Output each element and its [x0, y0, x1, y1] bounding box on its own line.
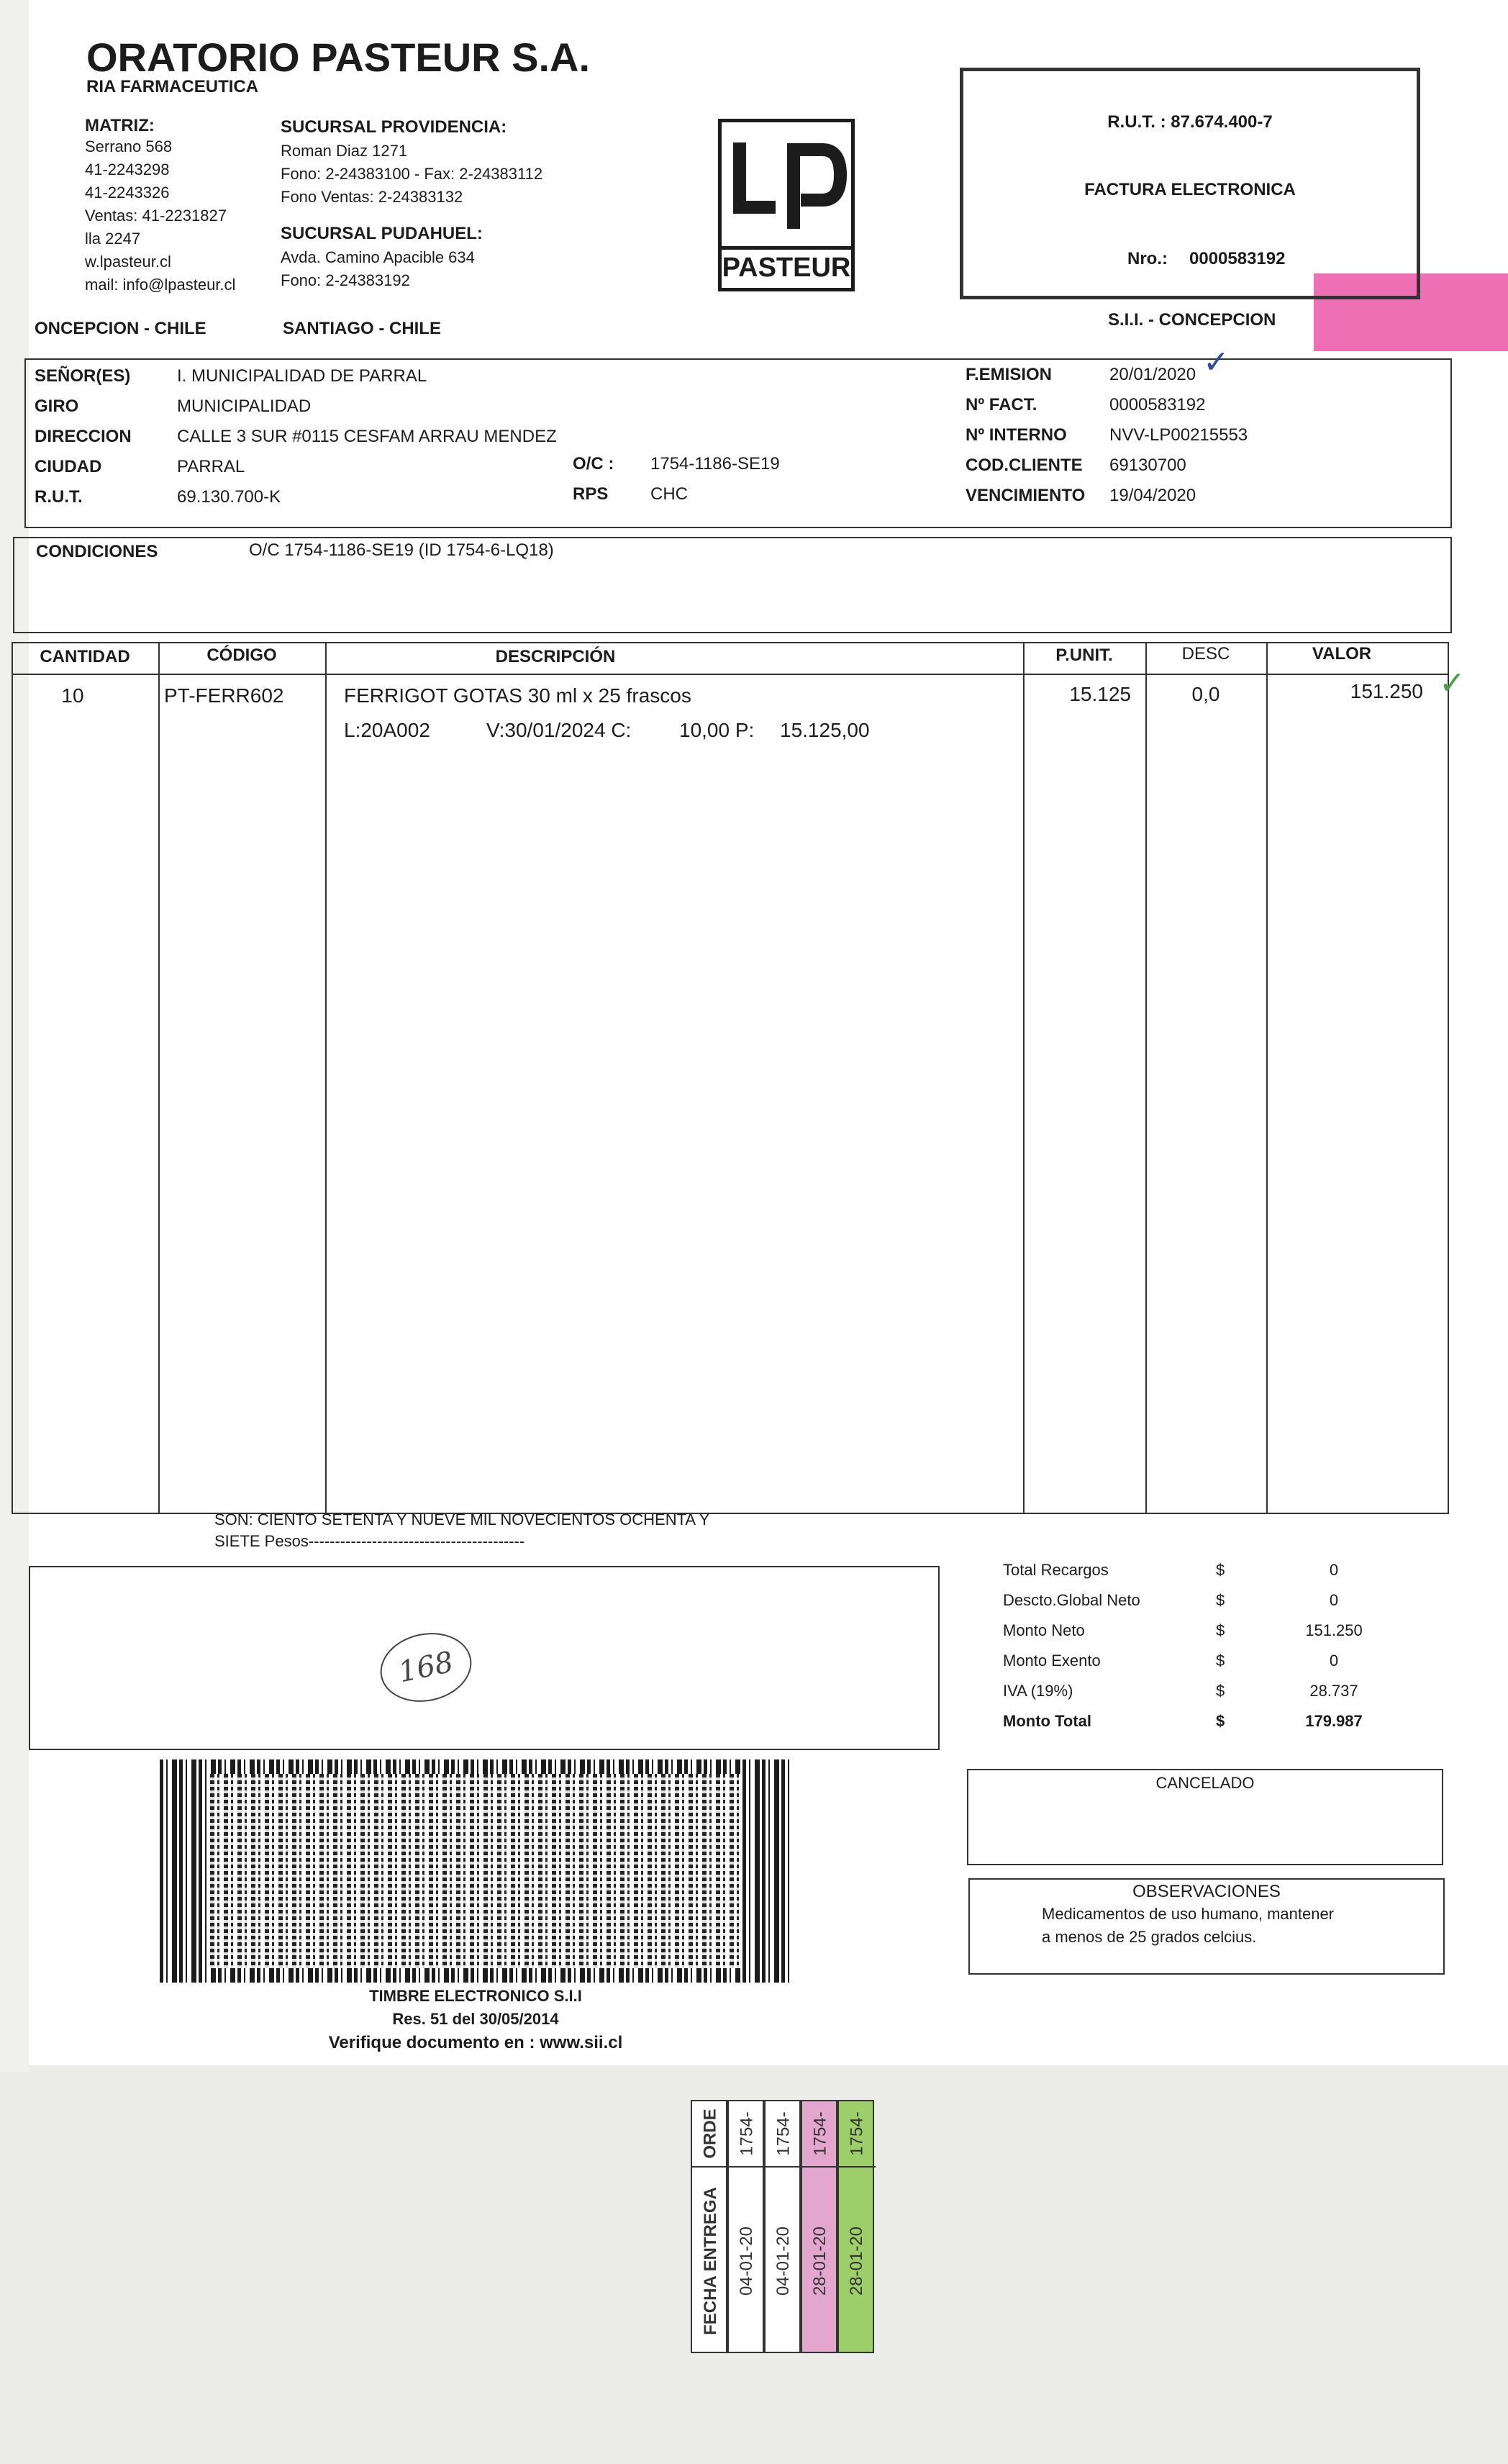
stamp-row [764, 2100, 801, 2353]
stamp-header-column [691, 2100, 727, 2353]
totals-value: 179.987 [1305, 1712, 1363, 1730]
timbre-line-3: Verifique documento en : www.sii.cl [328, 2033, 623, 2052]
totals-currency: $ [1216, 1712, 1225, 1730]
client-rut-label: R.U.T. [35, 487, 83, 507]
totals-label: Descto.Global Neto [1003, 1591, 1140, 1609]
items-table [12, 642, 1449, 1514]
son-line-2: SIETE Pesos----------------------------------------- [214, 1532, 525, 1550]
oc-value: 1754-1186-SE19 [650, 454, 780, 474]
sii-office: S.I.I. - CONCEPCION [1108, 310, 1276, 330]
stamp-header-orden: ORDE [700, 2109, 720, 2159]
invoice-number-label: Nro.: [1127, 249, 1168, 268]
company-rut: R.U.T. : 87.674.400-7 [1107, 112, 1273, 132]
totals-value: 0 [1329, 1561, 1339, 1579]
matriz-title: MATRIZ: [85, 116, 155, 135]
row-lot: L:20A002 [344, 719, 430, 741]
totals-value: 0 [1329, 1591, 1339, 1609]
timbre-line-1: TIMBRE ELECTRONICO S.I.I [369, 1987, 582, 2005]
pudahuel-line: Fono: 2-24383192 [281, 271, 410, 289]
providencia-line: Fono Ventas: 2-24383132 [281, 188, 463, 206]
conditions-label: CONDICIONES [36, 542, 158, 561]
green-checkmark-icon: ✓ [1439, 666, 1466, 701]
direccion-value: CALLE 3 SUR #0115 CESFAM ARRAU MENDEZ [177, 427, 557, 446]
ciudad-label: CIUDAD [35, 457, 102, 476]
lp-logo-icon [722, 128, 851, 243]
company-name: ORATORIO PASTEUR S.A. [86, 35, 591, 80]
header-descripcion: DESCRIPCIÓN [495, 647, 616, 666]
totals-label: Monto Total [1003, 1712, 1091, 1730]
nfact-label: Nº FACT. [966, 395, 1037, 415]
codcliente-value: 69130700 [1109, 456, 1186, 475]
row-venc: V:30/01/2024 C: [486, 719, 632, 741]
client-rut-value: 69.130.700-K [177, 487, 281, 507]
stamp-orden: 1754- [737, 2111, 757, 2156]
totals-currency: $ [1216, 1652, 1225, 1670]
providencia-block [281, 117, 542, 291]
column-divider [1266, 642, 1268, 1514]
stamp-fecha: 28-01-20 [847, 2226, 867, 2296]
invoice-number-value: 0000583192 [1189, 249, 1286, 268]
providencia-title: SUCURSAL PROVIDENCIA: [281, 117, 507, 137]
direccion-label: DIRECCION [35, 427, 132, 446]
pasteur-logo [718, 119, 855, 291]
conditions-value: O/C 1754-1186-SE19 (ID 1754-6-LQ18) [249, 540, 554, 560]
matriz-line: Ventas: 41-2231827 [85, 207, 227, 225]
senor-value: I. MUNICIPALIDAD DE PARRAL [177, 366, 427, 386]
son-line-1: SON: CIENTO SETENTA Y NUEVE MIL NOVECIENTOS OCHENTA Y [214, 1510, 710, 1528]
stamp-row [727, 2100, 764, 2353]
totals-label: Monto Neto [1003, 1621, 1085, 1639]
invoice-number-box [960, 68, 1420, 299]
giro-value: MUNICIPALIDAD [177, 397, 312, 416]
ninterno-value: NVV-LP00215553 [1109, 425, 1248, 445]
matriz-city: ONCEPCION - CHILE [35, 319, 206, 338]
column-divider [325, 642, 327, 1514]
row-codigo: PT-FERR602 [164, 684, 284, 707]
stamp-fecha: 04-01-20 [773, 2226, 794, 2296]
pdf417-barcode [160, 1759, 791, 1983]
delivery-stamp [691, 2100, 837, 2353]
logo-text: PASTEUR [722, 246, 851, 284]
company-subtitle: RIA FARMACEUTICA [86, 77, 259, 96]
totals-row [1003, 1681, 1406, 1711]
totals-currency: $ [1216, 1682, 1225, 1700]
stamp-row [801, 2100, 837, 2353]
header-desc: DESC [1181, 644, 1230, 663]
observaciones-title: OBSERVACIONES [1132, 1882, 1281, 1901]
row-p-value: 15.125,00 [780, 719, 870, 741]
conditions-box [13, 537, 1452, 633]
totals-label: Total Recargos [1003, 1561, 1109, 1579]
totals-value: 0 [1329, 1652, 1339, 1670]
totals-row [1003, 1590, 1406, 1621]
totals-label: Monto Exento [1003, 1652, 1101, 1670]
row-punit: 15.125 [1069, 683, 1131, 705]
pudahuel-line: Avda. Camino Apacible 634 [281, 248, 475, 266]
matriz-line: mail: info@lpasteur.cl [85, 276, 236, 294]
totals-currency: $ [1216, 1561, 1225, 1579]
checkmark-icon: ✓ [1203, 345, 1230, 380]
rps-label: RPS [573, 484, 609, 504]
matriz-line: 41-2243298 [85, 160, 170, 178]
emision-label: F.EMISION [966, 365, 1053, 384]
header-codigo: CÓDIGO [206, 646, 277, 665]
row-valor: 151.250 [1350, 680, 1423, 702]
column-divider [1023, 642, 1025, 1514]
matriz-line: 41-2243326 [85, 184, 170, 201]
header-punit: P.UNIT. [1055, 646, 1113, 665]
totals-block [1003, 1560, 1406, 1741]
stamp-orden: 1754- [847, 2111, 867, 2156]
oc-label: O/C : [573, 454, 614, 474]
stamp-fecha: 04-01-20 [737, 2226, 757, 2296]
row-desc: 0,0 [1191, 683, 1220, 705]
signature-box [29, 1566, 940, 1750]
row-descripcion: FERRIGOT GOTAS 30 ml x 25 frascos [344, 684, 691, 707]
header-valor: VALOR [1312, 644, 1372, 663]
totals-label: IVA (19%) [1003, 1682, 1073, 1700]
table-header-divider [12, 674, 1449, 675]
pudahuel-title: SUCURSAL PUDAHUEL: [281, 224, 483, 243]
stamp-fecha: 28-01-20 [810, 2226, 830, 2296]
emision-value: 20/01/2020 [1109, 365, 1196, 384]
giro-label: GIRO [35, 397, 79, 416]
codcliente-label: COD.CLIENTE [966, 456, 1083, 475]
stamp-row [837, 2100, 874, 2353]
row-c-value: 10,00 P: [679, 719, 755, 741]
timbre-line-2: Res. 51 del 30/05/2014 [392, 2010, 559, 2028]
cancelado-box [967, 1769, 1443, 1865]
totals-value: 28.737 [1309, 1682, 1358, 1700]
signature-mark: 168 [374, 1625, 478, 1711]
totals-row [1003, 1621, 1406, 1651]
totals-currency: $ [1216, 1591, 1225, 1609]
observaciones-line-1: Medicamentos de uso humano, mantener [1042, 1905, 1335, 1923]
delivery-stamp-extra [837, 2100, 874, 2353]
column-divider [158, 642, 160, 1514]
rps-value: CHC [650, 484, 688, 504]
totals-value: 151.250 [1305, 1621, 1363, 1639]
matriz-line: Serrano 568 [85, 137, 173, 155]
matriz-line: lla 2247 [85, 230, 141, 248]
row-cantidad: 10 [61, 684, 84, 707]
stamp-orden: 1754- [810, 2111, 830, 2156]
senor-label: SEÑOR(ES) [35, 366, 131, 386]
document-type: FACTURA ELECTRONICA [1084, 180, 1296, 199]
stamp-header-fecha: FECHA ENTREGA [700, 2187, 720, 2335]
header-cantidad: CANTIDAD [40, 647, 130, 666]
ciudad-value: PARRAL [177, 457, 245, 476]
providencia-line: Fono: 2-24383100 - Fax: 2-24383112 [281, 165, 543, 183]
totals-row [1003, 1651, 1406, 1681]
matriz-line: w.lpasteur.cl [85, 253, 171, 271]
observaciones-line-2: a menos de 25 grados celcius. [1042, 1928, 1257, 1946]
nfact-value: 0000583192 [1109, 395, 1206, 415]
providencia-line: Roman Diaz 1271 [281, 142, 408, 160]
observaciones-box [968, 1878, 1445, 1975]
totals-currency: $ [1216, 1621, 1225, 1639]
ninterno-label: Nº INTERNO [966, 425, 1067, 445]
stamp-orden: 1754- [773, 2111, 794, 2156]
matriz-block [85, 115, 235, 295]
totals-row-total [1003, 1711, 1406, 1741]
santiago-city: SANTIAGO - CHILE [283, 319, 441, 338]
column-divider [1145, 642, 1147, 1514]
cancelado-label: CANCELADO [1155, 1774, 1255, 1792]
vencimiento-label: VENCIMIENTO [966, 486, 1086, 505]
vencimiento-value: 19/04/2020 [1109, 486, 1196, 505]
totals-row [1003, 1560, 1406, 1590]
